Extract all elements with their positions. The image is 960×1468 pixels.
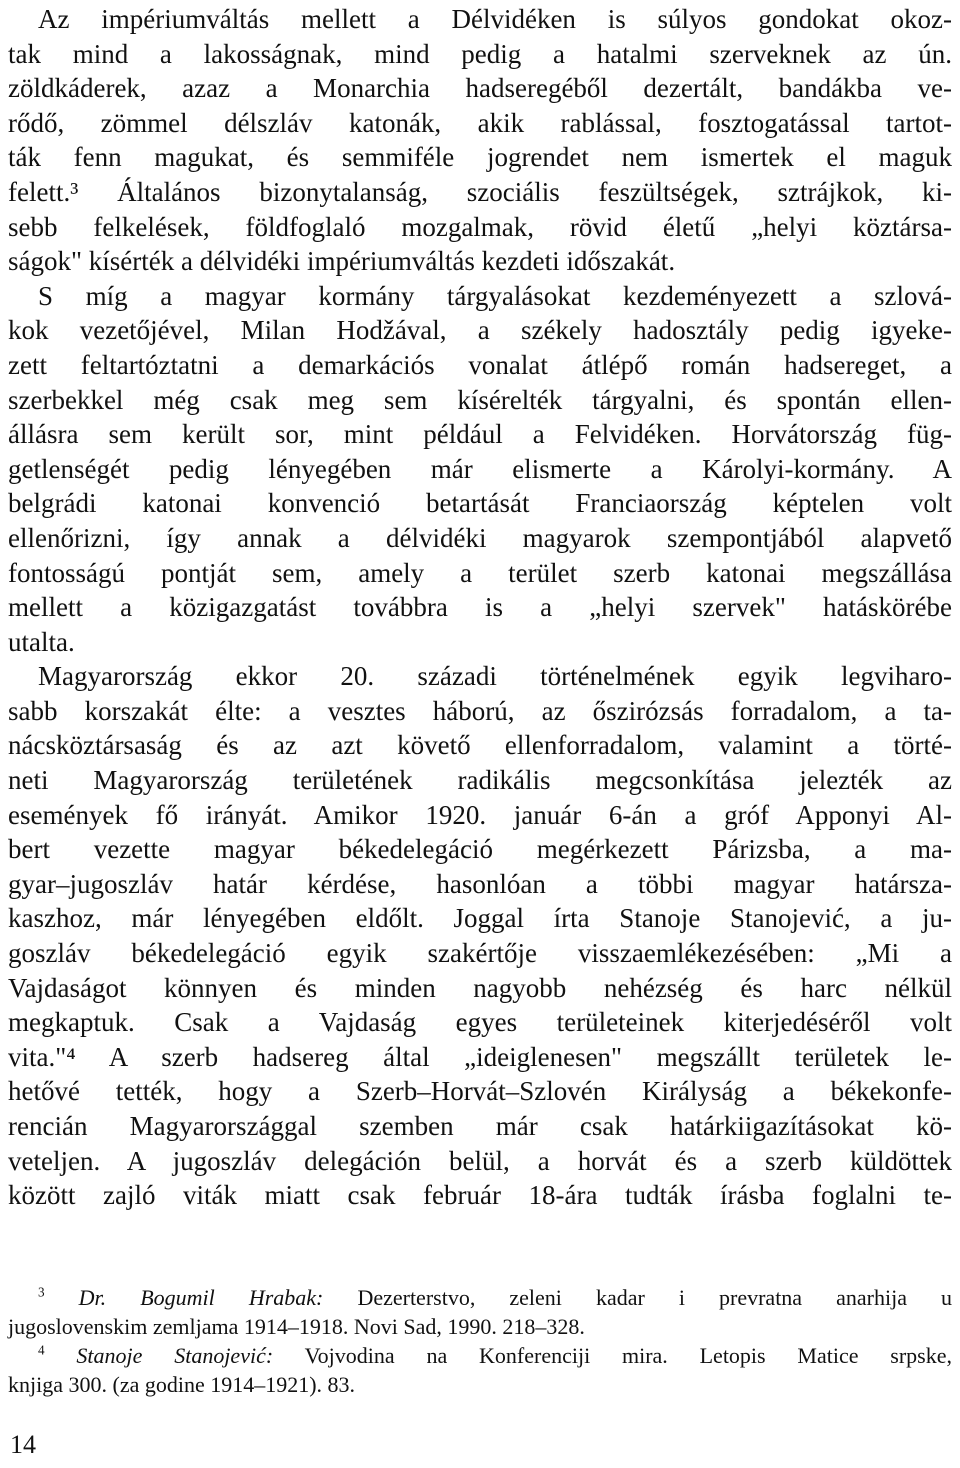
text-line: Az impériumváltás mellett a Délvidéken is súlyos gondokat okoz-: [38, 4, 952, 34]
footnote-4: [8, 1341, 952, 1370]
text-line: Magyarország ekkor 20. századi történelmének egyik legviharo-: [38, 661, 952, 692]
text-line: ták fenn magukat, és semmiféle jogrendet nem ismertek el maguk: [8, 142, 952, 173]
footnote-marker: 3: [38, 1284, 45, 1300]
footnotes: [8, 1283, 952, 1399]
text-line: neti Magyarország területének radikális megcsonkítása jelezték az: [8, 765, 952, 796]
text-line: gyar–jugoszláv határ kérdése, hasonlóan a többi magyar határsza-: [8, 868, 952, 899]
body-text: [8, 2, 952, 1213]
footnote-author: Stanoje Stanojević:: [76, 1343, 274, 1368]
text-line: bert vezette magyar békedelegáció megérkezett Párizsba, a ma-: [8, 834, 952, 865]
footnote-text: Vojvodina na Konferenciji mira. Letopis Matice srpske,: [304, 1343, 953, 1368]
text-line: kok vezetőjével, Milan Hodžával, a székely hadosztály pedig igyeke-: [8, 315, 952, 346]
footnote-author: Dr. Bogumil Hrabak:: [78, 1285, 324, 1310]
text-line: állásra sem került sor, mint például a Felvidéken. Horvátország füg-: [8, 419, 952, 450]
text-line: S míg a magyar kormány tárgyalásokat kezdeményezett a szlová-: [38, 280, 952, 311]
text-line: események fő irányát. Amikor 1920. január 6-án a gróf Apponyi Al-: [8, 799, 952, 830]
text-line: zett feltartóztatni a demarkációs vonalat átlépő román hadsereget, a: [8, 349, 952, 380]
text-line: megkaptuk. Csak a Vajdaság egyes területeinek kiterjedéséről volt: [8, 1007, 952, 1038]
text-line: Vajdaságot könnyen és minden nagyobb nehézség és harc nélkül: [8, 972, 952, 1003]
text-line: rődő, zömmel délszláv katonák, akik rablással, fosztogatással tartot-: [8, 107, 952, 138]
text-line: nácsköztársaság és az azt követő ellenforradalom, valamint a törté-: [8, 730, 952, 761]
text-line: sebb felkelések, földfoglaló mozgalmak, rövid életű „helyi köztársa-: [8, 211, 952, 242]
footnote-4-cont: knjiga 300. (za godine 1914–1921). 83.: [8, 1372, 356, 1397]
footnote-text: Dezerterstvo, zeleni kadar i prevratna anarhija u: [357, 1285, 953, 1310]
footnote-3: [8, 1283, 952, 1312]
text-line: veteljen. A jugoszláv delegáción belül, a horvát és a szerb küldöttek: [8, 1145, 952, 1176]
text-line: tak mind a lakosságnak, mind pedig a hatalmi szerveknek az ún.: [8, 38, 952, 69]
text-line: hetővé tették, hogy a Szerb–Horvát–Szlovén Királyság a békekonfe-: [8, 1076, 952, 1107]
text-line: sabb korszakát élte: a vesztes háború, az őszirózsás forradalom, a ta-: [8, 695, 952, 726]
footnote-marker: 4: [38, 1342, 45, 1358]
text-line: kaszhoz, már lényegében eldőlt. Joggal írta Stanoje Stanojević, a ju-: [8, 903, 952, 934]
text-line: utalta.: [8, 626, 75, 657]
text-line: mellett a közigazgatást továbbra is a „helyi szervek" hatáskörébe: [8, 592, 952, 623]
text-line: fontosságú pontját sem, amely a terület szerb katonai megszállása: [8, 557, 952, 588]
footnote-3-cont: jugoslovenskim zemljama 1914–1918. Novi Sad, 1990. 218–328.: [8, 1314, 585, 1339]
text-line: rencián Magyarországgal szemben már csak határkiigazításokat kö-: [8, 1111, 952, 1141]
text-line: ságok" kísérték a délvidéki impériumváltás kezdeti időszakát.: [8, 246, 676, 277]
text-line: zöldkáderek, azaz a Monarchia hadseregéből dezertált, bandákba ve-: [8, 73, 952, 104]
text-line: felett.³ Általános bizonytalanság, szociális feszültségek, sztrájkok, ki-: [8, 176, 952, 207]
text-line: között zajló viták miatt csak február 18-ára tudták írásba foglalni te-: [8, 1180, 952, 1211]
text-line: szerbekkel még csak meg sem kísérelték tárgyalni, és spontán ellen-: [8, 384, 952, 415]
text-line: ellenőrizni, így annak a délvidéki magyarok szempontjából alapvető: [8, 522, 952, 553]
page-number: 14: [10, 1430, 36, 1459]
text-line: goszláv békedelegáció egyik szakértője visszaemlékezésében: „Mi a: [8, 938, 952, 969]
text-line: belgrádi katonai konvenció betartását Franciaország képtelen volt: [8, 488, 952, 519]
text-line: vita."⁴ A szerb hadsereg által „ideiglenesen" megszállt területek le-: [8, 1041, 952, 1072]
text-line: getlenségét pedig lényegében már elismerte a Károlyi-kormány. A: [8, 453, 952, 484]
